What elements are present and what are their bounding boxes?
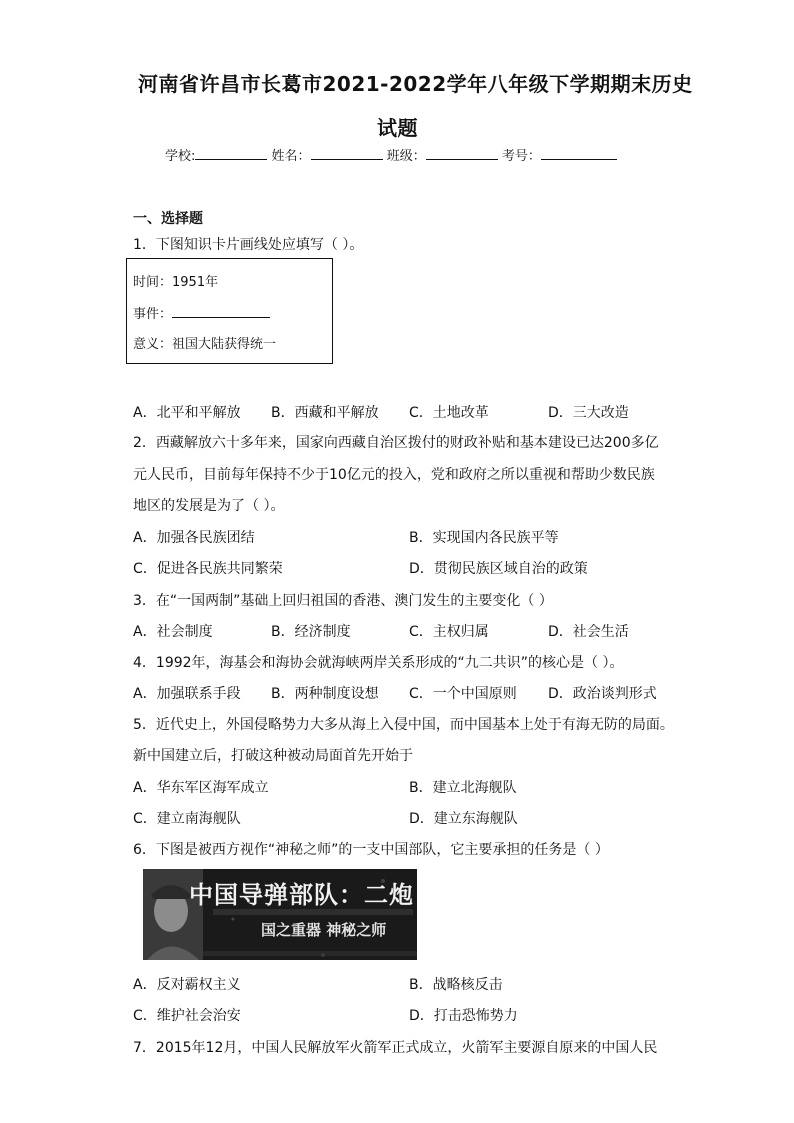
question-2-line1: 2．西藏解放六十多年来，国家向西藏自治区拨付的财政补贴和基本建设已达200多亿 (133, 435, 659, 451)
knowledge-card (126, 258, 333, 364)
q3-option-b[interactable]: B．经济制度 (271, 624, 351, 640)
question-1-stem: 1．下图知识卡片画线处应填写（ ）。 (133, 237, 364, 253)
q3-option-a[interactable]: A．社会制度 (133, 624, 213, 640)
q6-option-b[interactable]: B．战略核反击 (409, 977, 503, 993)
question-4-stem: 4．1992年，海基会和海协会就海峡两岸关系形成的“九二共识”的核心是（ ）。 (133, 655, 624, 671)
q5-option-a[interactable]: A．华东军区海军成立 (133, 780, 269, 796)
number-blank[interactable] (541, 146, 617, 160)
name-blank[interactable] (311, 146, 383, 160)
school-blank[interactable] (195, 146, 267, 160)
q5-option-c[interactable]: C．建立南海舰队 (133, 811, 241, 827)
q3-option-c[interactable]: C．主权归属 (409, 624, 489, 640)
q1-option-c[interactable]: C．土地改革 (409, 405, 489, 421)
q4-option-d[interactable]: D．政治谈判形式 (548, 686, 657, 702)
page-title-line2: 试题 (377, 116, 418, 140)
missile-force-image (143, 869, 417, 960)
class-blank[interactable] (426, 146, 498, 160)
card-event-row (133, 303, 270, 322)
question-2-line2: 元人民币，目前每年保持不少于10亿元的投入，党和政府之所以重视和帮助少数民族 (133, 467, 655, 483)
q5-option-b[interactable]: B．建立北海舰队 (409, 780, 517, 796)
q2-option-a[interactable]: A．加强各民族团结 (133, 530, 255, 546)
question-5-line2: 新中国建立后，打破这种被动局面首先开始于 (133, 748, 413, 764)
question-2-line3: 地区的发展是为了（ ）。 (133, 498, 285, 514)
class-label: 班级： (386, 149, 426, 164)
q1-option-d[interactable]: D．三大改造 (548, 405, 629, 421)
question-6-stem: 6．下图是被西方视作“神秘之师”的一支中国部队，它主要承担的任务是（ ） (133, 842, 609, 858)
banner-subtitle: 国之重器 神秘之师 (261, 921, 387, 939)
page-title: 河南省许昌市长葛市2021-2022学年八年级下学期期末历史 (138, 72, 693, 96)
q2-option-b[interactable]: B．实现国内各民族平等 (409, 530, 559, 546)
question-7-line1: 7．2015年12月，中国人民解放军火箭军正式成立，火箭军主要源自原来的中国人民 (133, 1040, 658, 1056)
q6-option-d[interactable]: D．打击恐怖势力 (409, 1008, 518, 1024)
q4-option-a[interactable]: A．加强联系手段 (133, 686, 241, 702)
q2-option-d[interactable]: D．贯彻民族区域自治的政策 (409, 561, 588, 577)
q4-option-c[interactable]: C．一个中国原则 (409, 686, 517, 702)
q4-option-b[interactable]: B．两种制度设想 (271, 686, 379, 702)
card-meaning: 意义：祖国大陆获得统一 (133, 337, 277, 352)
q2-option-c[interactable]: C．促进各民族共同繁荣 (133, 561, 283, 577)
q1-option-a[interactable]: A．北平和平解放 (133, 405, 241, 421)
q5-option-d[interactable]: D．建立东海舰队 (409, 811, 518, 827)
card-event-label: 事件： (133, 307, 173, 322)
card-event-blank (172, 304, 270, 318)
number-label: 考号： (501, 149, 541, 164)
q6-option-c[interactable]: C．维护社会治安 (133, 1008, 241, 1024)
banner-title: 中国导弹部队：二炮 (189, 881, 414, 909)
question-3-stem: 3．在“一国两制”基础上回归祖国的香港、澳门发生的主要变化（ ） (133, 593, 553, 609)
q3-option-d[interactable]: D．社会生活 (548, 624, 629, 640)
school-label: 学校: (165, 149, 196, 164)
card-time: 时间：1951年 (133, 275, 219, 290)
q6-option-a[interactable]: A．反对霸权主义 (133, 977, 241, 993)
question-5-line1: 5．近代史上，外国侵略势力大多从海上入侵中国，而中国基本上处于有海无防的局面。 (133, 717, 674, 733)
name-label: 姓名： (271, 149, 311, 164)
student-info-line (165, 145, 617, 164)
q1-option-b[interactable]: B．西藏和平解放 (271, 405, 379, 421)
section-heading: 一、选择题 (133, 211, 203, 227)
